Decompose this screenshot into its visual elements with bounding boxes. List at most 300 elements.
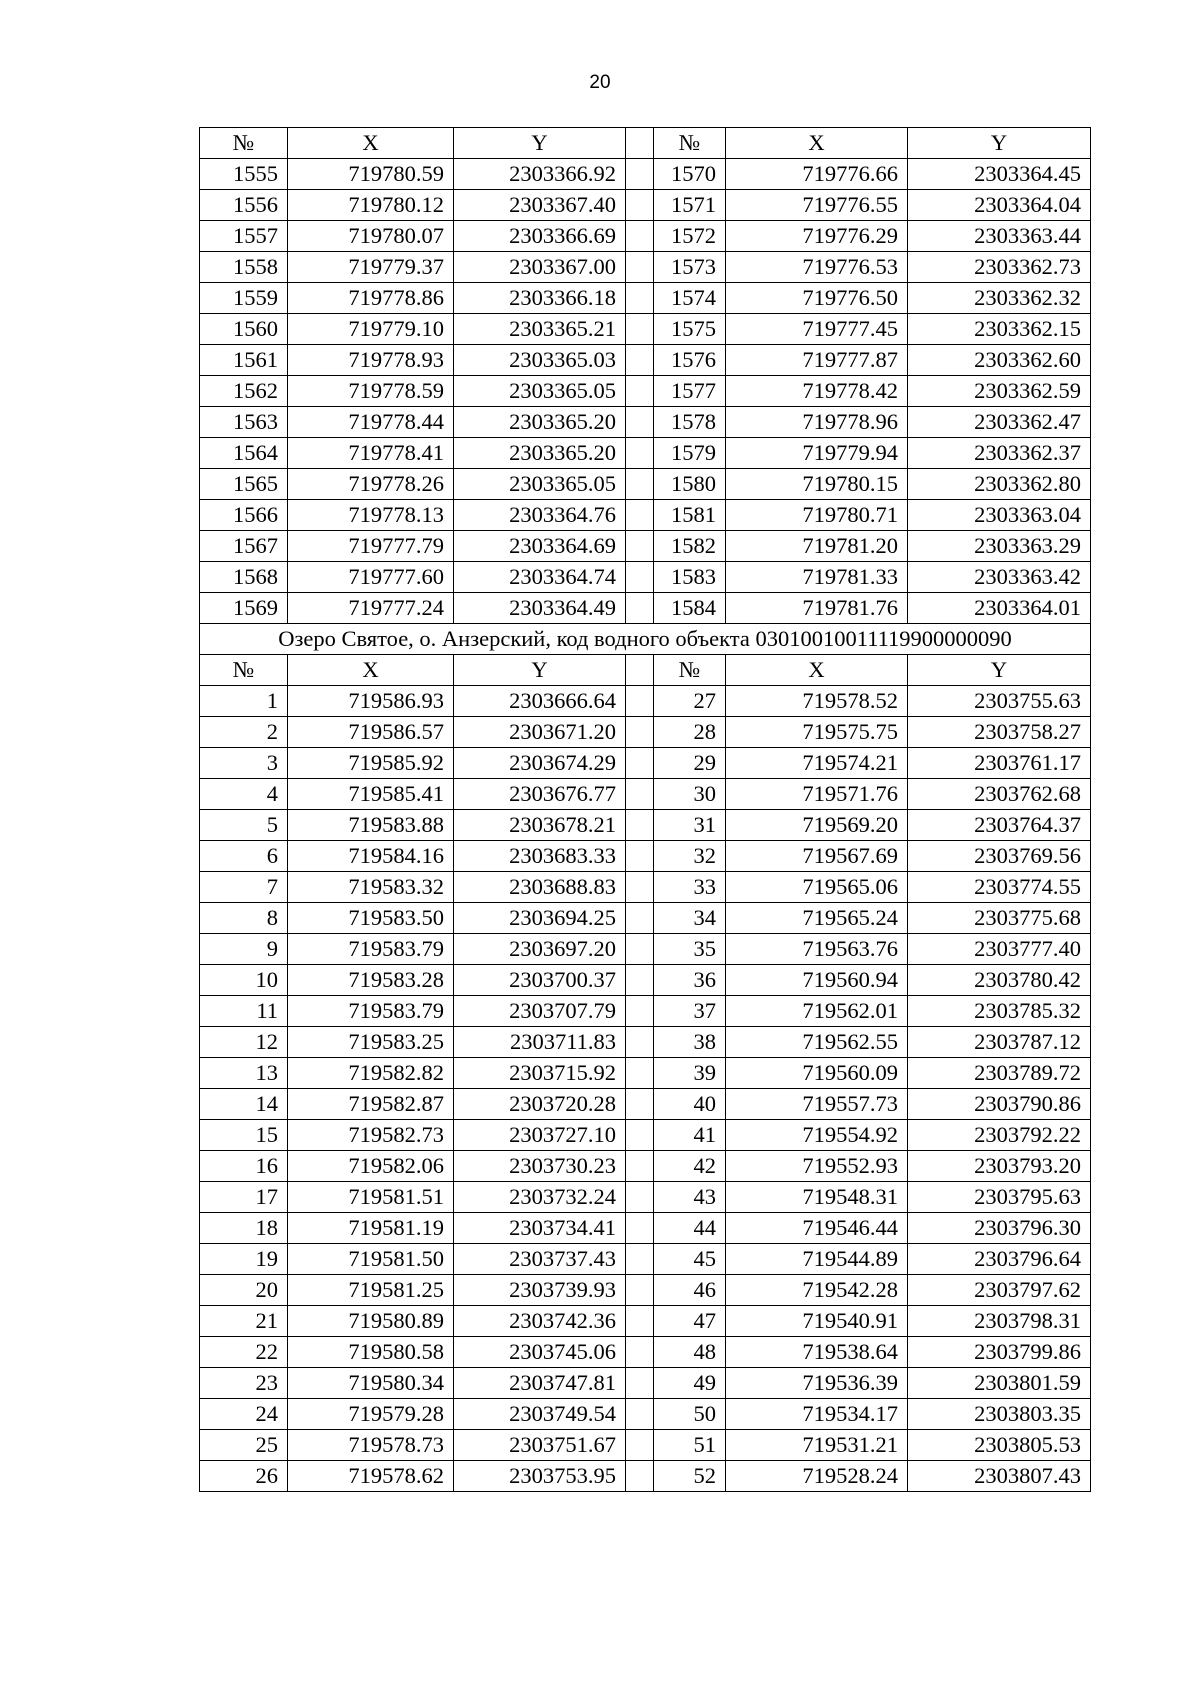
x-coordinate: 719538.64	[726, 1337, 908, 1368]
point-number: 20	[200, 1275, 288, 1306]
header-x: X	[288, 655, 454, 686]
y-coordinate: 2303365.20	[454, 407, 626, 438]
point-number: 39	[654, 1058, 726, 1089]
x-coordinate: 719583.88	[288, 810, 454, 841]
x-coordinate: 719776.50	[726, 283, 908, 314]
table-row	[200, 1275, 1091, 1306]
x-coordinate: 719557.73	[726, 1089, 908, 1120]
point-number: 36	[654, 965, 726, 996]
y-coordinate: 2303758.27	[908, 717, 1091, 748]
point-number: 38	[654, 1027, 726, 1058]
y-coordinate: 2303362.59	[908, 376, 1091, 407]
y-coordinate: 2303795.63	[908, 1182, 1091, 1213]
header-num: №	[654, 655, 726, 686]
gap-cell	[626, 1430, 654, 1461]
x-coordinate: 719565.24	[726, 903, 908, 934]
x-coordinate: 719781.20	[726, 531, 908, 562]
header-y: Y	[908, 655, 1091, 686]
x-coordinate: 719581.25	[288, 1275, 454, 1306]
y-coordinate: 2303366.18	[454, 283, 626, 314]
header-row	[200, 128, 1091, 159]
y-coordinate: 2303365.20	[454, 438, 626, 469]
gap-cell	[626, 159, 654, 190]
point-number: 13	[200, 1058, 288, 1089]
x-coordinate: 719777.60	[288, 562, 454, 593]
gap-cell	[626, 1306, 654, 1337]
x-coordinate: 719585.41	[288, 779, 454, 810]
gap-cell	[626, 345, 654, 376]
y-coordinate: 2303730.23	[454, 1151, 626, 1182]
y-coordinate: 2303362.60	[908, 345, 1091, 376]
coordinates-table-body	[200, 128, 1091, 1492]
header-y: Y	[454, 655, 626, 686]
x-coordinate: 719778.93	[288, 345, 454, 376]
point-number: 1583	[654, 562, 726, 593]
x-coordinate: 719780.59	[288, 159, 454, 190]
y-coordinate: 2303801.59	[908, 1368, 1091, 1399]
table-row	[200, 190, 1091, 221]
gap-cell	[626, 934, 654, 965]
point-number: 6	[200, 841, 288, 872]
table-row	[200, 1182, 1091, 1213]
gap-cell	[626, 779, 654, 810]
point-number: 1558	[200, 252, 288, 283]
y-coordinate: 2303796.64	[908, 1244, 1091, 1275]
x-coordinate: 719583.28	[288, 965, 454, 996]
x-coordinate: 719779.94	[726, 438, 908, 469]
x-coordinate: 719586.57	[288, 717, 454, 748]
table-row	[200, 1430, 1091, 1461]
x-coordinate: 719582.87	[288, 1089, 454, 1120]
point-number: 18	[200, 1213, 288, 1244]
table-row	[200, 872, 1091, 903]
y-coordinate: 2303707.79	[454, 996, 626, 1027]
y-coordinate: 2303793.20	[908, 1151, 1091, 1182]
point-number: 1557	[200, 221, 288, 252]
y-coordinate: 2303674.29	[454, 748, 626, 779]
point-number: 35	[654, 934, 726, 965]
x-coordinate: 719781.33	[726, 562, 908, 593]
point-number: 43	[654, 1182, 726, 1213]
y-coordinate: 2303711.83	[454, 1027, 626, 1058]
point-number: 27	[654, 686, 726, 717]
gap-cell	[626, 872, 654, 903]
y-coordinate: 2303792.22	[908, 1120, 1091, 1151]
table-row	[200, 252, 1091, 283]
y-coordinate: 2303666.64	[454, 686, 626, 717]
x-coordinate: 719779.10	[288, 314, 454, 345]
point-number: 33	[654, 872, 726, 903]
point-number: 26	[200, 1461, 288, 1492]
x-coordinate: 719569.20	[726, 810, 908, 841]
point-number: 1584	[654, 593, 726, 624]
gap-cell	[626, 1120, 654, 1151]
y-coordinate: 2303683.33	[454, 841, 626, 872]
x-coordinate: 719544.89	[726, 1244, 908, 1275]
y-coordinate: 2303764.37	[908, 810, 1091, 841]
point-number: 1570	[654, 159, 726, 190]
gap-cell	[626, 686, 654, 717]
y-coordinate: 2303364.74	[454, 562, 626, 593]
x-coordinate: 719777.87	[726, 345, 908, 376]
x-coordinate: 719579.28	[288, 1399, 454, 1430]
point-number: 1581	[654, 500, 726, 531]
point-number: 1559	[200, 283, 288, 314]
x-coordinate: 719560.09	[726, 1058, 908, 1089]
x-coordinate: 719580.58	[288, 1337, 454, 1368]
gap-cell	[626, 655, 654, 686]
y-coordinate: 2303364.01	[908, 593, 1091, 624]
gap-cell	[626, 1337, 654, 1368]
gap-cell	[626, 252, 654, 283]
x-coordinate: 719585.92	[288, 748, 454, 779]
x-coordinate: 719778.26	[288, 469, 454, 500]
gap-cell	[626, 469, 654, 500]
y-coordinate: 2303798.31	[908, 1306, 1091, 1337]
point-number: 1560	[200, 314, 288, 345]
y-coordinate: 2303364.04	[908, 190, 1091, 221]
point-number: 2	[200, 717, 288, 748]
point-number: 1582	[654, 531, 726, 562]
point-number: 7	[200, 872, 288, 903]
point-number: 1571	[654, 190, 726, 221]
gap-cell	[626, 965, 654, 996]
x-coordinate: 719583.79	[288, 996, 454, 1027]
y-coordinate: 2303364.76	[454, 500, 626, 531]
y-coordinate: 2303364.45	[908, 159, 1091, 190]
point-number: 1562	[200, 376, 288, 407]
y-coordinate: 2303747.81	[454, 1368, 626, 1399]
x-coordinate: 719776.29	[726, 221, 908, 252]
y-coordinate: 2303762.68	[908, 779, 1091, 810]
gap-cell	[626, 500, 654, 531]
point-number: 29	[654, 748, 726, 779]
gap-cell	[626, 314, 654, 345]
point-number: 1572	[654, 221, 726, 252]
gap-cell	[626, 562, 654, 593]
point-number: 1564	[200, 438, 288, 469]
gap-cell	[626, 996, 654, 1027]
table-row	[200, 841, 1091, 872]
point-number: 44	[654, 1213, 726, 1244]
x-coordinate: 719778.59	[288, 376, 454, 407]
y-coordinate: 2303774.55	[908, 872, 1091, 903]
y-coordinate: 2303799.86	[908, 1337, 1091, 1368]
point-number: 1577	[654, 376, 726, 407]
y-coordinate: 2303363.44	[908, 221, 1091, 252]
x-coordinate: 719582.73	[288, 1120, 454, 1151]
y-coordinate: 2303363.42	[908, 562, 1091, 593]
x-coordinate: 719583.50	[288, 903, 454, 934]
gap-cell	[626, 376, 654, 407]
gap-cell	[626, 407, 654, 438]
gap-cell	[626, 190, 654, 221]
point-number: 1556	[200, 190, 288, 221]
header-num: №	[654, 128, 726, 159]
y-coordinate: 2303678.21	[454, 810, 626, 841]
y-coordinate: 2303796.30	[908, 1213, 1091, 1244]
x-coordinate: 719780.15	[726, 469, 908, 500]
point-number: 31	[654, 810, 726, 841]
x-coordinate: 719780.07	[288, 221, 454, 252]
header-num: №	[200, 655, 288, 686]
y-coordinate: 2303727.10	[454, 1120, 626, 1151]
table-row	[200, 810, 1091, 841]
x-coordinate: 719778.13	[288, 500, 454, 531]
point-number: 1567	[200, 531, 288, 562]
gap-cell	[626, 1275, 654, 1306]
gap-cell	[626, 1368, 654, 1399]
x-coordinate: 719583.25	[288, 1027, 454, 1058]
y-coordinate: 2303362.15	[908, 314, 1091, 345]
x-coordinate: 719536.39	[726, 1368, 908, 1399]
gap-cell	[626, 717, 654, 748]
y-coordinate: 2303745.06	[454, 1337, 626, 1368]
y-coordinate: 2303364.69	[454, 531, 626, 562]
point-number: 25	[200, 1430, 288, 1461]
x-coordinate: 719584.16	[288, 841, 454, 872]
section-title: Озеро Святое, о. Анзерский, код водного объекта 03010010011119900000090	[200, 624, 1091, 655]
table-row	[200, 159, 1091, 190]
gap-cell	[626, 1244, 654, 1275]
y-coordinate: 2303364.49	[454, 593, 626, 624]
y-coordinate: 2303366.69	[454, 221, 626, 252]
point-number: 28	[654, 717, 726, 748]
y-coordinate: 2303694.25	[454, 903, 626, 934]
point-number: 5	[200, 810, 288, 841]
point-number: 1580	[654, 469, 726, 500]
x-coordinate: 719540.91	[726, 1306, 908, 1337]
gap-cell	[626, 128, 654, 159]
y-coordinate: 2303739.93	[454, 1275, 626, 1306]
y-coordinate: 2303363.29	[908, 531, 1091, 562]
y-coordinate: 2303785.32	[908, 996, 1091, 1027]
table-row	[200, 996, 1091, 1027]
point-number: 14	[200, 1089, 288, 1120]
point-number: 40	[654, 1089, 726, 1120]
y-coordinate: 2303732.24	[454, 1182, 626, 1213]
coordinates-table	[199, 127, 1091, 1492]
y-coordinate: 2303751.67	[454, 1430, 626, 1461]
x-coordinate: 719575.75	[726, 717, 908, 748]
x-coordinate: 719583.32	[288, 872, 454, 903]
x-coordinate: 719780.71	[726, 500, 908, 531]
table-row	[200, 1027, 1091, 1058]
y-coordinate: 2303366.92	[454, 159, 626, 190]
x-coordinate: 719779.37	[288, 252, 454, 283]
table-row	[200, 500, 1091, 531]
y-coordinate: 2303362.73	[908, 252, 1091, 283]
y-coordinate: 2303720.28	[454, 1089, 626, 1120]
y-coordinate: 2303769.56	[908, 841, 1091, 872]
gap-cell	[626, 1151, 654, 1182]
y-coordinate: 2303367.40	[454, 190, 626, 221]
y-coordinate: 2303362.47	[908, 407, 1091, 438]
table-row	[200, 748, 1091, 779]
x-coordinate: 719571.76	[726, 779, 908, 810]
point-number: 1576	[654, 345, 726, 376]
point-number: 23	[200, 1368, 288, 1399]
point-number: 3	[200, 748, 288, 779]
x-coordinate: 719574.21	[726, 748, 908, 779]
header-x: X	[288, 128, 454, 159]
y-coordinate: 2303671.20	[454, 717, 626, 748]
table-row	[200, 965, 1091, 996]
x-coordinate: 719565.06	[726, 872, 908, 903]
gap-cell	[626, 221, 654, 252]
gap-cell	[626, 748, 654, 779]
table-row	[200, 562, 1091, 593]
point-number: 46	[654, 1275, 726, 1306]
y-coordinate: 2303365.05	[454, 376, 626, 407]
y-coordinate: 2303803.35	[908, 1399, 1091, 1430]
point-number: 32	[654, 841, 726, 872]
x-coordinate: 719562.01	[726, 996, 908, 1027]
y-coordinate: 2303742.36	[454, 1306, 626, 1337]
y-coordinate: 2303805.53	[908, 1430, 1091, 1461]
point-number: 21	[200, 1306, 288, 1337]
point-number: 49	[654, 1368, 726, 1399]
table-row	[200, 1058, 1091, 1089]
x-coordinate: 719776.53	[726, 252, 908, 283]
header-num: №	[200, 128, 288, 159]
x-coordinate: 719781.76	[726, 593, 908, 624]
gap-cell	[626, 531, 654, 562]
x-coordinate: 719778.96	[726, 407, 908, 438]
y-coordinate: 2303780.42	[908, 965, 1091, 996]
x-coordinate: 719778.42	[726, 376, 908, 407]
point-number: 15	[200, 1120, 288, 1151]
header-x: X	[726, 128, 908, 159]
gap-cell	[626, 1399, 654, 1430]
x-coordinate: 719582.06	[288, 1151, 454, 1182]
header-y: Y	[908, 128, 1091, 159]
y-coordinate: 2303676.77	[454, 779, 626, 810]
x-coordinate: 719562.55	[726, 1027, 908, 1058]
x-coordinate: 719777.79	[288, 531, 454, 562]
table-row	[200, 1151, 1091, 1182]
x-coordinate: 719777.24	[288, 593, 454, 624]
point-number: 1565	[200, 469, 288, 500]
table-row	[200, 1089, 1091, 1120]
header-x: X	[726, 655, 908, 686]
table-row	[200, 717, 1091, 748]
y-coordinate: 2303688.83	[454, 872, 626, 903]
table-row	[200, 469, 1091, 500]
x-coordinate: 719546.44	[726, 1213, 908, 1244]
gap-cell	[626, 1213, 654, 1244]
header-row	[200, 655, 1091, 686]
table-row	[200, 376, 1091, 407]
table-row	[200, 314, 1091, 345]
point-number: 19	[200, 1244, 288, 1275]
point-number: 1	[200, 686, 288, 717]
y-coordinate: 2303787.12	[908, 1027, 1091, 1058]
point-number: 51	[654, 1430, 726, 1461]
y-coordinate: 2303790.86	[908, 1089, 1091, 1120]
x-coordinate: 719581.19	[288, 1213, 454, 1244]
table-row	[200, 345, 1091, 376]
point-number: 1578	[654, 407, 726, 438]
point-number: 1569	[200, 593, 288, 624]
table-row	[200, 283, 1091, 314]
x-coordinate: 719581.51	[288, 1182, 454, 1213]
y-coordinate: 2303755.63	[908, 686, 1091, 717]
x-coordinate: 719580.34	[288, 1368, 454, 1399]
point-number: 1568	[200, 562, 288, 593]
gap-cell	[626, 1027, 654, 1058]
point-number: 22	[200, 1337, 288, 1368]
point-number: 52	[654, 1461, 726, 1492]
gap-cell	[626, 438, 654, 469]
table-row	[200, 1244, 1091, 1275]
point-number: 45	[654, 1244, 726, 1275]
x-coordinate: 719777.45	[726, 314, 908, 345]
table-row	[200, 407, 1091, 438]
table-row	[200, 531, 1091, 562]
point-number: 9	[200, 934, 288, 965]
x-coordinate: 719580.89	[288, 1306, 454, 1337]
point-number: 11	[200, 996, 288, 1027]
y-coordinate: 2303362.32	[908, 283, 1091, 314]
y-coordinate: 2303362.37	[908, 438, 1091, 469]
point-number: 37	[654, 996, 726, 1027]
y-coordinate: 2303775.68	[908, 903, 1091, 934]
point-number: 47	[654, 1306, 726, 1337]
table-row	[200, 221, 1091, 252]
point-number: 12	[200, 1027, 288, 1058]
point-number: 50	[654, 1399, 726, 1430]
table-row	[200, 1461, 1091, 1492]
section-title-row	[200, 624, 1091, 655]
gap-cell	[626, 1182, 654, 1213]
x-coordinate: 719578.62	[288, 1461, 454, 1492]
table-row	[200, 779, 1091, 810]
y-coordinate: 2303697.20	[454, 934, 626, 965]
point-number: 1566	[200, 500, 288, 531]
x-coordinate: 719578.73	[288, 1430, 454, 1461]
y-coordinate: 2303797.62	[908, 1275, 1091, 1306]
table-row	[200, 1337, 1091, 1368]
y-coordinate: 2303700.37	[454, 965, 626, 996]
gap-cell	[626, 1089, 654, 1120]
point-number: 1573	[654, 252, 726, 283]
gap-cell	[626, 903, 654, 934]
point-number: 48	[654, 1337, 726, 1368]
point-number: 42	[654, 1151, 726, 1182]
y-coordinate: 2303807.43	[908, 1461, 1091, 1492]
x-coordinate: 719563.76	[726, 934, 908, 965]
table-row	[200, 686, 1091, 717]
y-coordinate: 2303715.92	[454, 1058, 626, 1089]
point-number: 4	[200, 779, 288, 810]
y-coordinate: 2303737.43	[454, 1244, 626, 1275]
point-number: 1579	[654, 438, 726, 469]
point-number: 30	[654, 779, 726, 810]
x-coordinate: 719560.94	[726, 965, 908, 996]
y-coordinate: 2303734.41	[454, 1213, 626, 1244]
table-row	[200, 593, 1091, 624]
y-coordinate: 2303753.95	[454, 1461, 626, 1492]
table-row	[200, 1306, 1091, 1337]
x-coordinate: 719776.55	[726, 190, 908, 221]
x-coordinate: 719778.86	[288, 283, 454, 314]
x-coordinate: 719528.24	[726, 1461, 908, 1492]
x-coordinate: 719583.79	[288, 934, 454, 965]
y-coordinate: 2303363.04	[908, 500, 1091, 531]
page-number: 20	[589, 72, 611, 93]
point-number: 34	[654, 903, 726, 934]
